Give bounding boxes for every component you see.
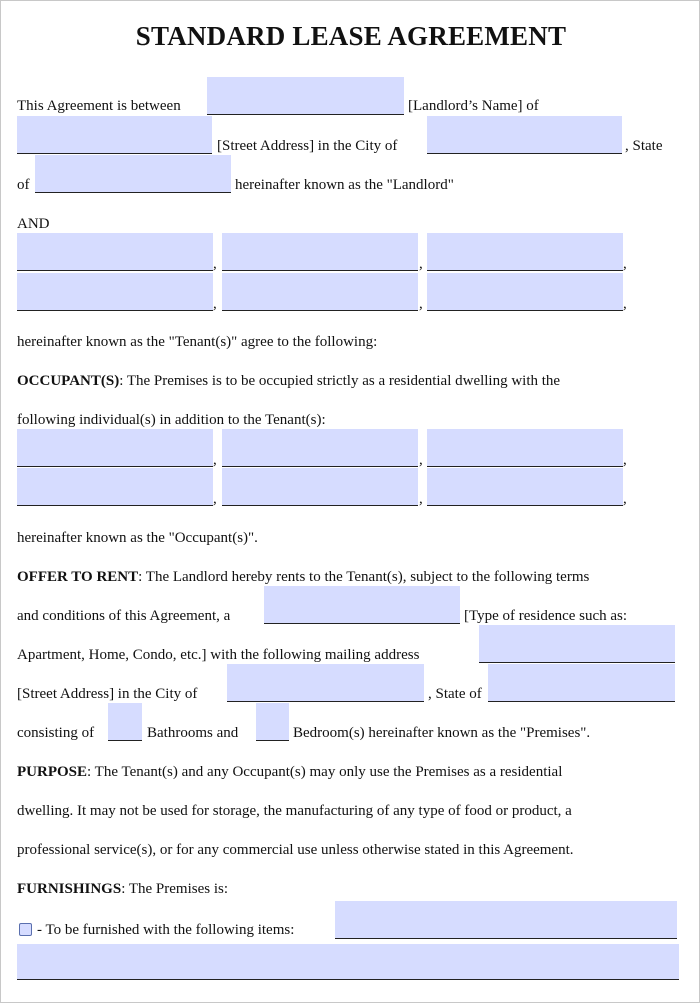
- furnished-option-label: - To be furnished with the following items:: [37, 922, 295, 938]
- comma: ,: [623, 296, 627, 312]
- landlord-street-field[interactable]: [17, 116, 212, 154]
- furnishings-text: : The Premises is:: [121, 881, 228, 897]
- tenant-name-field-1[interactable]: [17, 233, 213, 271]
- purpose-text-3: professional service(s), or for any commercial use unless otherwise stated in this Agreement.: [17, 842, 574, 858]
- occupant-name-field-2[interactable]: [222, 429, 418, 467]
- offer-text-4a: [Street Address] in the City of: [17, 686, 198, 702]
- comma: ,: [419, 452, 423, 468]
- landlord-of-label: of: [17, 177, 30, 193]
- purpose-paragraph: [17, 763, 562, 781]
- purpose-text-1: : The Tenant(s) and any Occupant(s) may only use the Premises as a residential: [87, 764, 563, 780]
- comma: ,: [213, 491, 217, 507]
- furnished-items-field[interactable]: [335, 901, 677, 939]
- furnishings-heading: FURNISHINGS: [17, 881, 122, 897]
- comma: ,: [623, 491, 627, 507]
- furnishings-paragraph: [17, 880, 228, 898]
- purpose-text-2: dwelling. It may not be used for storage, the manufacturing of any type of food or product, a: [17, 803, 572, 819]
- comma: ,: [419, 296, 423, 312]
- occupant-name-field-1[interactable]: [17, 429, 213, 467]
- comma: ,: [623, 452, 627, 468]
- tenant-known-as-text: hereinafter known as the "Tenant(s)" agree to the following:: [17, 334, 378, 350]
- bedrooms-field[interactable]: [256, 703, 289, 741]
- comma: ,: [213, 452, 217, 468]
- occupant-name-field-5[interactable]: [222, 468, 418, 506]
- occupants-text-2: following individual(s) in addition to the Tenant(s):: [17, 412, 326, 428]
- landlord-known-as-text: hereinafter known as the "Landlord": [235, 177, 454, 193]
- furnished-checkbox[interactable]: [19, 923, 32, 936]
- offer-paragraph: [17, 568, 589, 586]
- occupants-known-as-text: hereinafter known as the "Occupant(s)".: [17, 530, 258, 546]
- tenant-name-field-4[interactable]: [17, 273, 213, 311]
- comma: ,: [623, 256, 627, 272]
- tenant-name-field-5[interactable]: [222, 273, 418, 311]
- comma: ,: [419, 491, 423, 507]
- landlord-state-label: , State: [625, 138, 663, 154]
- landlord-street-label: [Street Address] in the City of: [217, 138, 398, 154]
- purpose-heading: PURPOSE: [17, 764, 88, 780]
- offer-text-5a: consisting of: [17, 725, 95, 741]
- landlord-intro-text: This Agreement is between: [17, 98, 181, 114]
- tenant-name-field-3[interactable]: [427, 233, 623, 271]
- offer-text-2b: [Type of residence such as:: [464, 608, 628, 624]
- occupant-name-field-4[interactable]: [17, 468, 213, 506]
- landlord-city-field[interactable]: [427, 116, 622, 154]
- occupants-paragraph: [17, 372, 560, 390]
- comma: ,: [419, 256, 423, 272]
- furnished-items-field-2[interactable]: [17, 944, 679, 980]
- offer-text-1: : The Landlord hereby rents to the Tenant(s), subject to the following terms: [138, 569, 590, 585]
- landlord-name-field[interactable]: [207, 77, 404, 115]
- offer-text-3: Apartment, Home, Condo, etc.] with the following mailing address: [17, 647, 420, 663]
- offer-text-5c: Bedroom(s) hereinafter known as the "Premises".: [293, 725, 591, 741]
- offer-text-4b: , State of: [428, 686, 482, 702]
- tenant-name-field-2[interactable]: [222, 233, 418, 271]
- and-label: AND: [17, 216, 50, 232]
- offer-text-5b: Bathrooms and: [147, 725, 239, 741]
- landlord-name-label: [Landlord’s Name] of: [408, 98, 539, 114]
- offer-text-2a: and conditions of this Agreement, a: [17, 608, 231, 624]
- mailing-state-field[interactable]: [488, 664, 675, 702]
- occupant-name-field-6[interactable]: [427, 468, 623, 506]
- offer-heading: OFFER TO RENT: [17, 569, 139, 585]
- bathrooms-field[interactable]: [108, 703, 142, 741]
- mailing-street-field[interactable]: [479, 625, 675, 663]
- residence-type-field[interactable]: [264, 586, 460, 624]
- occupants-heading: OCCUPANT(S): [17, 373, 120, 389]
- comma: ,: [213, 296, 217, 312]
- tenant-name-field-6[interactable]: [427, 273, 623, 311]
- occupant-name-field-3[interactable]: [427, 429, 623, 467]
- mailing-city-field[interactable]: [227, 664, 424, 702]
- comma: ,: [213, 256, 217, 272]
- document-title: STANDARD LEASE AGREEMENT: [135, 21, 567, 51]
- landlord-state-field[interactable]: [35, 155, 231, 193]
- occupants-text-1: : The Premises is to be occupied strictly as a residential dwelling with the: [119, 373, 561, 389]
